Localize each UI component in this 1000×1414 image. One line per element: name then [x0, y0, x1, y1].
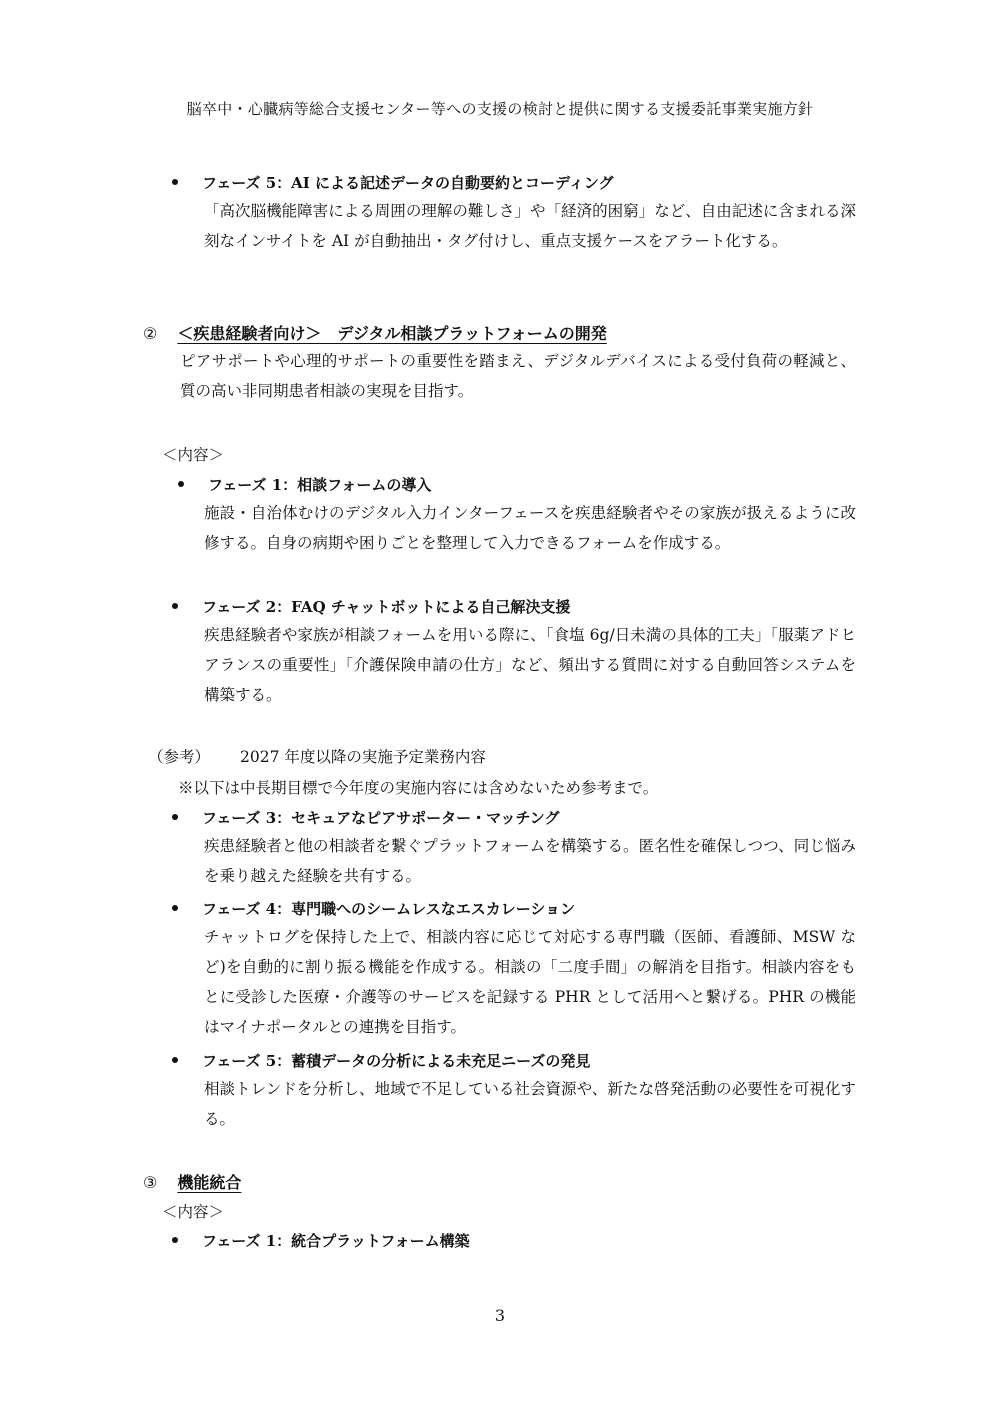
bullet-icon: [172, 1057, 178, 1063]
reference-note: ※以下は中長期目標で今年度の実施内容には含めないため参考まで。: [178, 779, 659, 797]
contents-label: ＜内容＞: [162, 446, 225, 464]
bullet-item-title: フェーズ 1：相談フォームの導入: [178, 474, 431, 495]
bullet-icon: [172, 1237, 178, 1243]
bullet-item-title: フェーズ 3：セキュアなピアサポーター・マッチング: [172, 807, 560, 828]
bullet-item-body: 疾患経験者や家族が相談フォームを用いる際に、「食塩 6g/日未満の具体的工夫」「服薬アドヒアランスの重要性」「介護保険申請の仕方」など、頻出する質問に対する自動回答システムを構築する。: [204, 626, 856, 704]
bullet-icon: [172, 603, 178, 609]
bullet-icon: [172, 905, 178, 911]
page-header: 脳卒中・心臓病等総合支援センター等への支援の検討と提供に関する支援委託事業実施方針: [186, 100, 814, 118]
bullet-item-body: 施設・自治体むけのデジタル入力インターフェースを疾患経験者やその家族が扱えるように改修する。自身の病期や困りごとを整理して入力できるフォームを作成する。: [204, 504, 856, 552]
bullet-item-title: フェーズ 4：専門職へのシームレスなエスカレーション: [172, 898, 575, 919]
bullet-item-body: 相談トレンドを分析し、地域で不足している社会資源や、新たな啓発活動の必要性を可視化する。: [204, 1080, 856, 1128]
bullet-icon: [172, 179, 178, 185]
section-heading: [143, 321, 607, 344]
bullet-icon: [172, 814, 178, 820]
bullet-item-title: フェーズ 1：統合プラットフォーム構築: [172, 1230, 470, 1251]
page-number: 3: [494, 1306, 506, 1325]
bullet-item-title: フェーズ 5：AI による記述データの自動要約とコーディング: [172, 172, 614, 193]
section-number: ③: [143, 1173, 158, 1192]
bullet-icon: [178, 481, 184, 487]
bullet-item-title: フェーズ 5：蓄積データの分析による未充足ニーズの発見: [172, 1050, 590, 1071]
reference-label: （参考）: [148, 748, 211, 766]
section-heading: [143, 1170, 241, 1193]
bullet-item-body: チャットログを保持した上で、相談内容に応じて対応する専門職（医師、看護師、MSW など)を自動的に割り振る機能を作成する。相談の「二度手間」の解消を目指す。相談内容をもとに受診した医療・介護等のサービスを記録する PHR として活用へと繋げる。PHR の機能はマイナポータルとの連携を目指す。: [204, 928, 856, 1036]
bullet-item-body: 「高次脳機能障害による周囲の理解の難しさ」や「経済的困窮」など、自由記述に含まれる深刻なインサイトを AI が自動抽出・タグ付けし、重点支援ケースをアラート化する。: [204, 202, 856, 250]
section-title: 機能統合: [177, 1173, 242, 1192]
contents-label: ＜内容＞: [162, 1203, 225, 1221]
reference-title: 2027 年度以降の実施予定業務内容: [240, 748, 486, 766]
bullet-item-title: フェーズ 2：FAQ チャットボットによる自己解決支援: [172, 596, 570, 617]
section-number: ②: [143, 324, 158, 343]
section-title: ＜疾患経験者向け＞ デジタル相談プラットフォームの開発: [177, 324, 607, 343]
section-intro: ピアサポートや心理的サポートの重要性を踏まえ、デジタルデバイスによる受付負荷の軽減と、質の高い非同期患者相談の実現を目指す。: [180, 352, 856, 400]
bullet-item-body: 疾患経験者と他の相談者を繋ぐプラットフォームを構築する。匿名性を確保しつつ、同じ悩みを乗り越えた経験を共有する。: [204, 837, 856, 885]
